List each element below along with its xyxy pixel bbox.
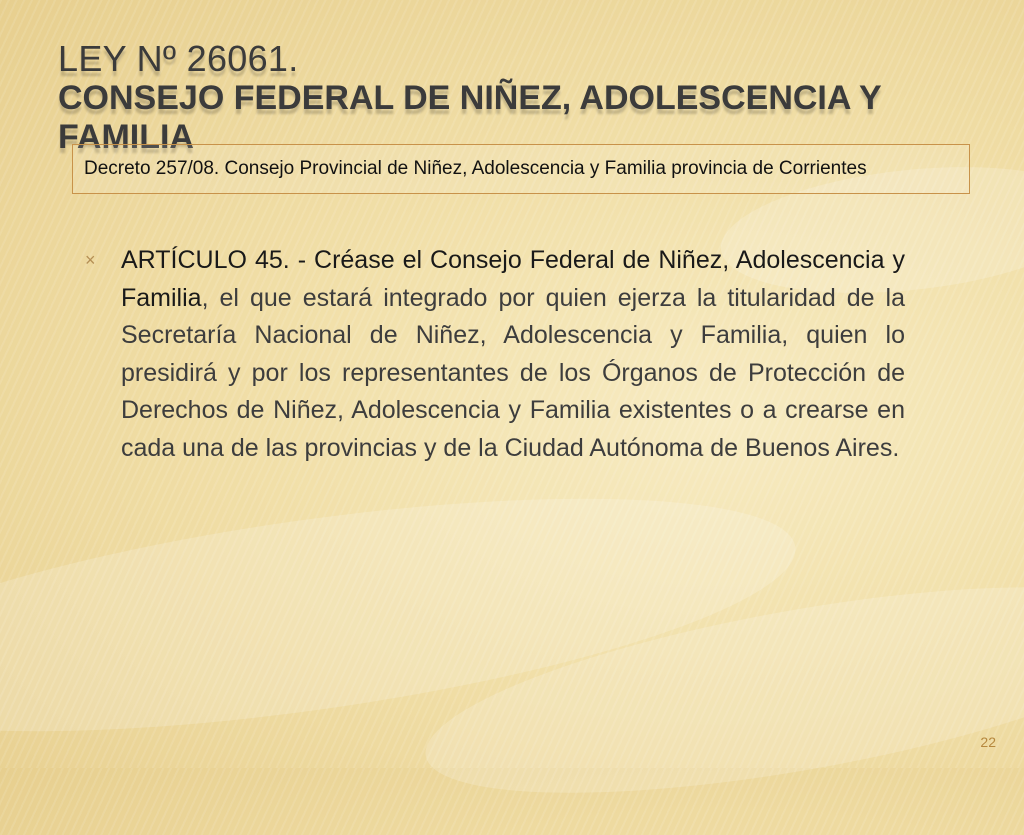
article-heading: ARTÍCULO 45. - Créase el Consejo Federal de Niñez, Adolescencia y Familia: [121, 246, 905, 312]
background-swoosh: [0, 453, 808, 778]
bullet-list: [85, 242, 905, 467]
title-line-council: CONSEJO FEDERAL DE NIÑEZ, ADOLESCENCIA Y FAMILIA: [58, 79, 882, 156]
page-title: [58, 40, 1008, 156]
page-number: 22: [980, 734, 996, 750]
decree-text: Decreto 257/08. Consejo Provincial de Niñez, Adolescencia y Familia provincia de Corrientes: [84, 158, 867, 179]
title-line-law: LEY Nº 26061.: [58, 38, 299, 79]
bullet-x-icon: ×: [85, 250, 96, 270]
article-body: , el que estará integrado por quien ejerza la titularidad de la Secretaría Nacional de Niñez, Adolescencia y Familia, quien lo presidirá y por los representantes de los Órganos de Protección de Derechos de Niñez, Adolescencia y Familia existentes o a crearse en cada una de las provincias y de la Ciudad Autónoma de Buenos Aires.: [121, 283, 905, 462]
article-45-item: [85, 242, 905, 467]
background-swoosh: [412, 545, 1024, 835]
decree-box: [72, 144, 970, 194]
